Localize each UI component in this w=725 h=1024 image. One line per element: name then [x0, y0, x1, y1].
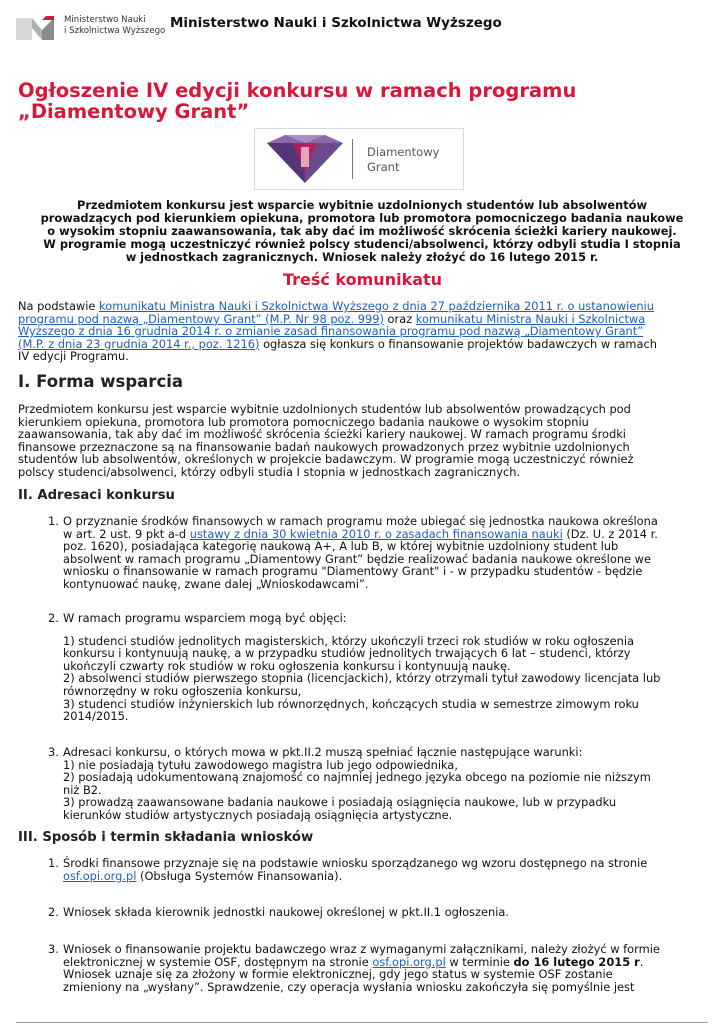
- diamond-logo-icon: [263, 133, 347, 185]
- list-line: poz. 1620), posiadająca kategorię naukową A+, A lub B, w której wybitnie uzdolniony student lub: [63, 539, 619, 554]
- list-number: 2.: [48, 611, 59, 625]
- list-item-body: [63, 746, 708, 822]
- list-line: Wniosek uznaje się za złożony w formie elektronicznej, gdy jego status w systemie OSF zostanie: [63, 967, 613, 982]
- section-heading-forma-wsparcia: I. Forma wsparcia: [18, 372, 184, 391]
- paragraph-line: kierunkiem opiekuna, promotora lub promotora pomocniczego badania naukowe o wysokim stopniu: [18, 414, 589, 429]
- intro-line: prowadzących pod kierunkiem opiekuna, promotora lub promotora pomocniczego badania naukowe: [40, 211, 684, 225]
- list-line: ukończyli czwarty rok studiów w roku ogłoszenia konkursu i kontynuują naukę.: [63, 658, 511, 673]
- komunikat-text: oraz: [383, 311, 416, 326]
- paragraph-line: polscy studenci/absolwenci, którzy odbyli studia I stopnia w jednostkach zagranicznych.: [18, 464, 521, 479]
- list-line: zmieniony na „wysłany”. Sprawdzenie, czy operacja wysłania wniosku zakończyła się pomyślnie jest: [63, 979, 635, 994]
- paragraph-line: studentów lub absolwentów, określonych w projekcie badawczym. W programie mogą uczestniczyć również: [18, 452, 634, 467]
- komunikat-link-2c[interactable]: (M.P. z dnia 23 grudnia 2014 r., poz. 1216): [18, 336, 260, 351]
- list-text: .: [639, 954, 644, 969]
- intro-summary: [18, 199, 706, 264]
- komunikat-line: IV edycji Programu.: [18, 349, 129, 364]
- komunikat-link-1b[interactable]: programu pod nazwą „Diamentowy Grant” (M.P. Nr 98 poz. 999): [18, 311, 384, 326]
- list-item-body: [63, 906, 708, 919]
- page-header: [0, 0, 725, 56]
- list-line: W ramach programu wsparciem mogą być objęci:: [63, 611, 347, 625]
- forma-wsparcia-paragraph: [18, 403, 718, 479]
- banner-divider: [352, 139, 353, 179]
- banner-line-1: Diamentowy: [367, 145, 440, 159]
- list-line: Środki finansowe przyznaje się na podstawie wniosku sporządzanego wg wzoru dostępnego na stronie: [63, 856, 648, 870]
- list-number: 1.: [48, 856, 59, 870]
- header-title: Ministerstwo Nauki i Szkolnictwa Wyższego: [170, 15, 502, 31]
- list-line: 2) absolwenci studiów pierwszego stopnia (licencjackich), którzy otrzymali tytuł zawodowy licencjata lub: [63, 671, 661, 686]
- list-line: absolwent w ramach programu „Diamentowy Grant” będzie realizować badania naukowe określone we: [63, 551, 651, 566]
- section-heading-adresaci: II. Adresaci konkursu: [18, 488, 175, 503]
- komunikat-text: Na podstawie: [18, 299, 100, 313]
- komunikat-paragraph: [18, 300, 718, 363]
- list-number: 1.: [48, 514, 59, 528]
- list-text: w art. 2 ust. 9 pkt a-d: [63, 526, 190, 541]
- list-line: 2) posiadają udokumentowaną znajomość co najmniej jednego języka obcego na poziomie nie niższym: [63, 770, 651, 785]
- list-line: 1) nie posiadają tytułu zawodowego magistra lub jego odpowiednika,: [63, 757, 459, 772]
- title-line: Ogłoszenie IV edycji konkursu w ramach programu: [18, 79, 577, 102]
- banner-text: [367, 145, 439, 175]
- osf-link[interactable]: osf.opi.org.pl: [63, 868, 137, 883]
- list-line: wniosku o finansowanie w ramach programu "Diamentowy Grant" i - w przypadku studentów - będzie: [63, 564, 643, 579]
- logo-text: [64, 15, 165, 37]
- list-line: 2014/2015.: [63, 709, 129, 724]
- list-line: Adresaci konkursu, o których mowa w pkt.II.2 muszą spełniać łącznie następujące warunki:: [63, 745, 583, 759]
- komunikat-link-2b[interactable]: Wyższego z dnia 16 grudnia 2014 r. o zmianie zasad finansowania programu pod nazwą „Diamentowy Grant”: [18, 324, 644, 339]
- section-heading-sposob: III. Sposób i termin składania wniosków: [18, 830, 314, 845]
- osf-link[interactable]: osf.opi.org.pl: [372, 954, 446, 969]
- ustawa-link[interactable]: ustawy z dnia 30 kwietnia 2010 r. o zasadach finansowania nauki: [189, 526, 563, 541]
- list-line: niż B2.: [63, 782, 102, 797]
- list-item-body: [63, 943, 708, 993]
- komunikat-link-2[interactable]: komunikatu Ministra Nauki i Szkolnictwa: [415, 311, 646, 326]
- ministry-logo[interactable]: [16, 14, 166, 44]
- title-line: „Diamentowy Grant”: [18, 100, 250, 123]
- intro-line: Przedmiotem konkursu jest wsparcie wybitnie uzdolnionych studentów lub absolwentów: [76, 198, 648, 212]
- list-number: 2.: [48, 905, 59, 919]
- paragraph-line: zaawansowania, tak aby dać im możliwość skrócenia ścieżki kariery naukowej. W ramach programu środki: [18, 427, 626, 442]
- list-line: Wniosek o finansowanie projektu badawczego wraz z wymaganymi załącznikami, należy złożyć w formie: [63, 942, 660, 956]
- komunikat-link-1[interactable]: komunikatu Ministra Nauki i Szkolnictwa Wyższego z dnia 27 października 2011 r. o ustanowieniu: [99, 299, 654, 313]
- list-line: 1) studenci studiów jednolitych magisterskich, którzy ukończyli trzeci rok studiów w roku ogłoszenia: [63, 633, 634, 648]
- komunikat-text: ogłasza się konkurs o finansowanie projektów badawczych w ramach: [259, 336, 657, 351]
- logo-line-1: Ministerstwo Nauki: [64, 15, 146, 25]
- list-text: elektronicznej w systemie OSF, dostępnym na stronie: [63, 954, 373, 969]
- paragraph-line: Przedmiotem konkursu jest wsparcie wybitnie uzdolnionych studentów lub absolwentów prowadzących pod: [18, 402, 631, 416]
- paragraph-line: finansowe przeznaczone są na finansowanie badań naukowych prowadzonych przez wybitnie uzdolnionych: [18, 439, 630, 454]
- list-number: 3.: [48, 942, 59, 956]
- list-line: O przyznanie środków finansowych w ramach programu może ubiegać się jednostka naukowa określona: [63, 514, 658, 528]
- list-line: 3) prowadzą zaawansowane badania naukowe i posiadają osiągnięcia naukowe, lub w przypadku: [63, 795, 617, 810]
- intro-line: w jednostkach zagranicznych. Wniosek należy złożyć do 16 lutego 2015 r.: [125, 250, 599, 264]
- bottom-divider: [16, 1022, 708, 1023]
- list-text: w terminie: [445, 954, 514, 969]
- diamentowy-grant-banner: [254, 128, 464, 190]
- list-line: 3) studenci studiów inżynierskich lub równorzędnych, kończących studia w semestrze zimowym roku: [63, 696, 639, 711]
- list-line: równorzędny w roku ogłoszenia konkursu,: [63, 683, 302, 698]
- list-line: Wniosek składa kierownik jednostki naukowej określonej w pkt.II.1 ogłoszenia.: [63, 905, 509, 919]
- section-subhead: Treść komunikatu: [282, 270, 443, 289]
- list-text: (Dz. U. z 2014 r.: [562, 526, 658, 541]
- banner-line-2: Grant: [367, 160, 400, 174]
- list-line: [63, 870, 708, 883]
- ministry-logo-icon: [16, 16, 56, 42]
- logo-line-2: i Szkolnictwa Wyższego: [64, 26, 166, 36]
- intro-line: o wysokim stopniu zaawansowania, tak aby dać im możliwość skrócenia ścieżki kariery naukowej.: [47, 224, 677, 238]
- list-line: konkursu i kontynuują naukę, a w przypadku studiów jednolitych trwających 6 lat – studenci, którzy: [63, 646, 631, 661]
- list-line: kierunków studiów artystycznych posiadają osiągnięcia artystyczne.: [63, 807, 453, 822]
- list-line: kontynuować naukę, zwane dalej „Wnioskodawcami”.: [63, 576, 369, 591]
- intro-line: W programie mogą uczestniczyć również polscy studenci/absolwenci, którzy odbyli studia I stopnia: [43, 237, 681, 251]
- page-title: [18, 80, 708, 122]
- list-item-body: [63, 857, 708, 882]
- list-number: 3.: [48, 745, 59, 759]
- list-item-body: [63, 515, 708, 591]
- list-item-body: [63, 612, 708, 723]
- deadline-text: do 16 lutego 2015 r: [513, 954, 640, 969]
- list-text: (Obsługa Systemów Finansowania).: [136, 868, 343, 883]
